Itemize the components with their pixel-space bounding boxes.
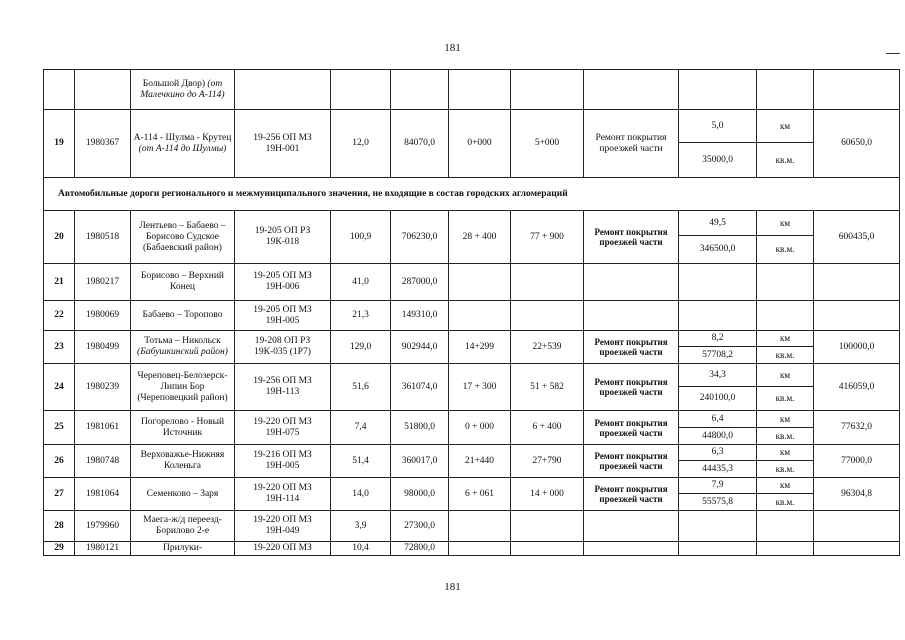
- empty-cell: [584, 264, 679, 301]
- road-length: 51,4: [331, 445, 391, 478]
- total-cost: 416059,0: [814, 364, 900, 411]
- road-name: Маега-ж/д переезд-Борилово 2-е: [131, 511, 235, 542]
- road-id-number: 19-220 ОП МЗ 19Н-075: [235, 411, 331, 445]
- km-end: 22+539: [511, 331, 584, 364]
- empty-cell: [449, 301, 511, 331]
- total-cost: 100000,0: [814, 331, 900, 364]
- empty-cell: [814, 301, 900, 331]
- empty-cell: [679, 542, 757, 556]
- total-cost: 77632,0: [814, 411, 900, 445]
- quantity-km: 6,4: [679, 411, 757, 428]
- road-code: 1980239: [75, 364, 131, 411]
- table-row: [44, 301, 900, 331]
- km-end: 77 + 900: [511, 211, 584, 264]
- road-id-number: 19-205 ОП РЗ 19К-018: [235, 211, 331, 264]
- quantity-km: 34,3: [679, 364, 757, 387]
- road-name: Тотьма – Никольск (Бабушкинский район): [131, 331, 235, 364]
- road-code: 1980217: [75, 264, 131, 301]
- road-length: 21,3: [331, 301, 391, 331]
- road-cost: 706230,0: [391, 211, 449, 264]
- empty-cell: [679, 511, 757, 542]
- table-row: [44, 445, 900, 461]
- km-start: 21+440: [449, 445, 511, 478]
- km-start: 17 + 300: [449, 364, 511, 411]
- empty-cell: [511, 264, 584, 301]
- empty-cell: [814, 542, 900, 556]
- row-number: 23: [44, 331, 75, 364]
- empty-cell: [814, 264, 900, 301]
- km-start: 6 + 061: [449, 478, 511, 511]
- page-number-top: 181: [444, 42, 461, 54]
- work-type: Ремонт покрытия проезжей части: [584, 445, 679, 478]
- road-name: Череповец-Белозерск-Липин Бор (Череповецкий район): [131, 364, 235, 411]
- road-length: 129,0: [331, 331, 391, 364]
- road-length: 100,9: [331, 211, 391, 264]
- road-length: 41,0: [331, 264, 391, 301]
- road-name: Лентьево – Бабаево – Борисово Судское (Бабаевский район): [131, 211, 235, 264]
- unit-sqm: кв.м.: [757, 428, 814, 445]
- road-cost: 72800,0: [391, 542, 449, 556]
- road-code: 1980748: [75, 445, 131, 478]
- row-number: 22: [44, 301, 75, 331]
- quantity-sqm: 57708,2: [679, 347, 757, 364]
- road-id-number: 19-208 ОП РЗ 19К-035 (1Р7): [235, 331, 331, 364]
- quantity-km: 49,5: [679, 211, 757, 236]
- road-name: Верховажье-Нижняя Коленьга: [131, 445, 235, 478]
- table-row: [44, 511, 900, 542]
- quantity-sqm: 44435,3: [679, 461, 757, 478]
- road-cost: 361074,0: [391, 364, 449, 411]
- empty-cell: [814, 511, 900, 542]
- road-code: 1980518: [75, 211, 131, 264]
- table-row: [44, 478, 900, 494]
- road-cost: 287000,0: [391, 264, 449, 301]
- unit-km: км: [757, 364, 814, 387]
- quantity-km: 7,9: [679, 478, 757, 494]
- roads-table: [43, 69, 900, 556]
- empty-cell: [679, 264, 757, 301]
- road-cost: 84070,0: [391, 110, 449, 178]
- road-name: Погорелово - Новый Источник: [131, 411, 235, 445]
- road-cost: 902944,0: [391, 331, 449, 364]
- empty-cell: [449, 264, 511, 301]
- row-number: 20: [44, 211, 75, 264]
- km-start: 14+299: [449, 331, 511, 364]
- work-type: Ремонт покрытия проезжей части: [584, 211, 679, 264]
- road-cost: 27300,0: [391, 511, 449, 542]
- km-end: 27+790: [511, 445, 584, 478]
- road-id-number: 19-220 ОП МЗ 19Н-114: [235, 478, 331, 511]
- road-code: 1980121: [75, 542, 131, 556]
- empty-cell: [584, 542, 679, 556]
- row-number: 21: [44, 264, 75, 301]
- road-cost: 98000,0: [391, 478, 449, 511]
- table-row: [44, 364, 900, 387]
- row-number: 26: [44, 445, 75, 478]
- row-number: 19: [44, 110, 75, 178]
- road-cost: 51800,0: [391, 411, 449, 445]
- road-code: 1980069: [75, 301, 131, 331]
- road-length: 12,0: [331, 110, 391, 178]
- unit-sqm: кв.м.: [757, 387, 814, 411]
- table-row: [44, 331, 900, 347]
- table-row: [44, 110, 900, 143]
- empty-cell: [584, 511, 679, 542]
- quantity-sqm: 346500,0: [679, 236, 757, 264]
- road-name: А-114 - Шулма - Крутец (от А-114 до Шулмы): [131, 110, 235, 178]
- unit-km: км: [757, 331, 814, 347]
- empty-cell: [757, 264, 814, 301]
- empty-cell: [449, 511, 511, 542]
- unit-sqm: кв.м.: [757, 347, 814, 364]
- km-end: 5+000: [511, 110, 584, 178]
- road-length: 3,9: [331, 511, 391, 542]
- road-length: 10,4: [331, 542, 391, 556]
- table-row-continuation: [44, 70, 900, 110]
- road-name: Семенково – Заря: [131, 478, 235, 511]
- total-cost: 96304,8: [814, 478, 900, 511]
- quantity-km: 6,3: [679, 445, 757, 461]
- road-id-number: 19-256 ОП МЗ 19Н-001: [235, 110, 331, 178]
- road-code: 1980499: [75, 331, 131, 364]
- edge-mark: [886, 53, 900, 54]
- row-number: 25: [44, 411, 75, 445]
- table-row: [44, 411, 900, 428]
- row-number: 29: [44, 542, 75, 556]
- quantity-sqm: 240100,0: [679, 387, 757, 411]
- road-length: 14,0: [331, 478, 391, 511]
- empty-cell: [511, 301, 584, 331]
- table-row: [44, 211, 900, 236]
- row-number: 28: [44, 511, 75, 542]
- table-row: [44, 264, 900, 301]
- row-number: 27: [44, 478, 75, 511]
- unit-sqm: кв.м.: [757, 143, 814, 178]
- km-start: 0+000: [449, 110, 511, 178]
- unit-sqm: кв.м.: [757, 461, 814, 478]
- empty-cell: [757, 301, 814, 331]
- road-name: Прилуки-: [131, 542, 235, 556]
- road-code: 1980367: [75, 110, 131, 178]
- empty-cell: [679, 301, 757, 331]
- road-code: 1979960: [75, 511, 131, 542]
- road-code: 1981064: [75, 478, 131, 511]
- page-number-bottom: 181: [444, 581, 461, 593]
- road-id-number: 19-220 ОП МЗ 19Н-049: [235, 511, 331, 542]
- km-end: 14 + 000: [511, 478, 584, 511]
- road-id-number: 19-220 ОП МЗ: [235, 542, 331, 556]
- road-cost: 360017,0: [391, 445, 449, 478]
- road-length: 51,6: [331, 364, 391, 411]
- road-length: 7,4: [331, 411, 391, 445]
- km-start: 28 + 400: [449, 211, 511, 264]
- total-cost: 77000,0: [814, 445, 900, 478]
- table-row: [44, 542, 900, 556]
- unit-km: км: [757, 478, 814, 494]
- road-code: 1981061: [75, 411, 131, 445]
- unit-km: км: [757, 445, 814, 461]
- road-id-number: 19-205 ОП МЗ 19Н-005: [235, 301, 331, 331]
- road-id-number: 19-205 ОП МЗ 19Н-006: [235, 264, 331, 301]
- work-type: Ремонт покрытия проезжей части: [584, 110, 679, 178]
- unit-sqm: кв.м.: [757, 494, 814, 511]
- km-end: 6 + 400: [511, 411, 584, 445]
- km-end: 51 + 582: [511, 364, 584, 411]
- road-name: Бабаево – Торопово: [131, 301, 235, 331]
- empty-cell: [511, 542, 584, 556]
- work-type: Ремонт покрытия проезжей части: [584, 411, 679, 445]
- quantity-sqm: 44800,0: [679, 428, 757, 445]
- continuation-name: Большой Двор) (от Малечкино до А-114): [131, 70, 235, 110]
- empty-cell: [449, 542, 511, 556]
- unit-km: км: [757, 411, 814, 428]
- empty-cell: [584, 301, 679, 331]
- quantity-km: 8,2: [679, 331, 757, 347]
- work-type: Ремонт покрытия проезжей части: [584, 478, 679, 511]
- empty-cell: [757, 511, 814, 542]
- road-name: Борисово – Верхний Конец: [131, 264, 235, 301]
- quantity-sqm: 55575,8: [679, 494, 757, 511]
- empty-cell: [511, 511, 584, 542]
- total-cost: 600435,0: [814, 211, 900, 264]
- road-id-number: 19-256 ОП МЗ 19Н-113: [235, 364, 331, 411]
- quantity-km: 5,0: [679, 110, 757, 143]
- work-type: Ремонт покрытия проезжей части: [584, 364, 679, 411]
- work-type: Ремонт покрытия проезжей части: [584, 331, 679, 364]
- row-number: 24: [44, 364, 75, 411]
- unit-km: км: [757, 110, 814, 143]
- unit-sqm: кв.м.: [757, 236, 814, 264]
- section-header-row: [44, 178, 900, 211]
- section-title: Автомобильные дороги регионального и межмуниципального значения, не входящие в состав городских агломераций: [44, 178, 900, 211]
- unit-km: км: [757, 211, 814, 236]
- quantity-sqm: 35000,0: [679, 143, 757, 178]
- road-id-number: 19-216 ОП МЗ 19Н-005: [235, 445, 331, 478]
- road-cost: 149310,0: [391, 301, 449, 331]
- empty-cell: [757, 542, 814, 556]
- total-cost: 60650,0: [814, 110, 900, 178]
- km-start: 0 + 000: [449, 411, 511, 445]
